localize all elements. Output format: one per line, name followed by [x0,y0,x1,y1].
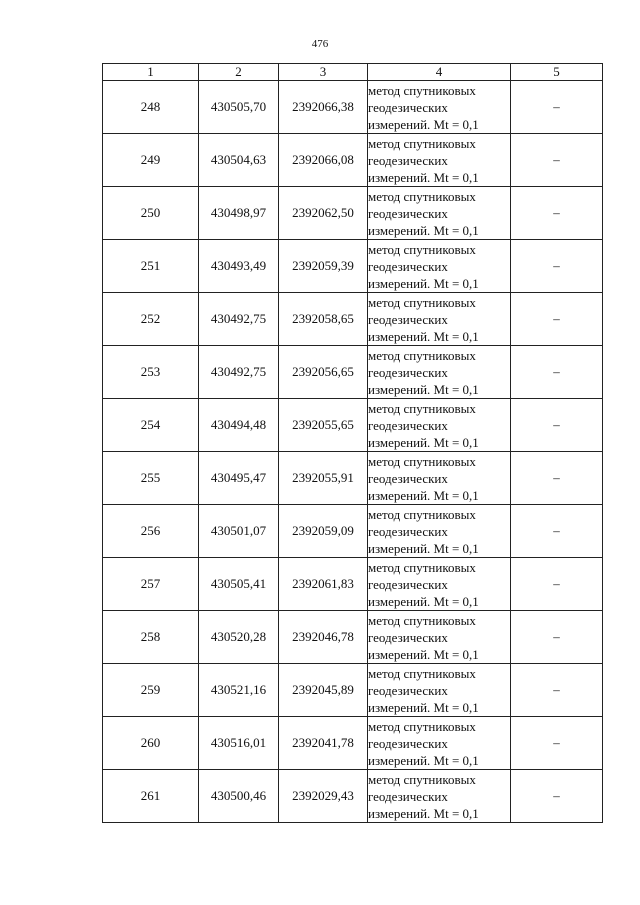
point-number-cell: 261 [103,770,199,823]
x-coordinate-cell: 430505,41 [199,558,279,611]
method-cell [368,717,511,770]
method-line-3: измерений. Mt = 0,1 [368,169,479,185]
column-5-cell: – [511,505,603,558]
method-line-2: геодезических [368,311,448,327]
method-line-3: измерений. Mt = 0,1 [368,540,479,556]
y-coordinate-cell: 2392029,43 [279,770,368,823]
y-coordinate-cell: 2392055,91 [279,452,368,505]
table-row [103,611,603,664]
method-line-3: измерений. Mt = 0,1 [368,487,479,503]
x-coordinate-cell: 430493,49 [199,240,279,293]
x-coordinate-cell: 430500,46 [199,770,279,823]
method-line-2: геодезических [368,735,448,751]
method-line-1: метод спутниковых [368,188,476,204]
table-row [103,717,603,770]
point-number-cell: 257 [103,558,199,611]
method-line-1: метод спутниковых [368,612,476,628]
column-5-cell: – [511,134,603,187]
column-5-cell: – [511,240,603,293]
method-line-2: геодезических [368,99,448,115]
x-coordinate-cell: 430520,28 [199,611,279,664]
table-row [103,187,603,240]
column-5-cell: – [511,717,603,770]
method-line-2: геодезических [368,682,448,698]
column-header-3: 3 [279,64,368,81]
column-5-cell: – [511,399,603,452]
method-line-3: измерений. Mt = 0,1 [368,222,479,238]
method-line-3: измерений. Mt = 0,1 [368,381,479,397]
y-coordinate-cell: 2392059,09 [279,505,368,558]
y-coordinate-cell: 2392055,65 [279,399,368,452]
method-line-3: измерений. Mt = 0,1 [368,434,479,450]
column-5-cell: – [511,664,603,717]
point-number-cell: 259 [103,664,199,717]
method-line-2: геодезических [368,788,448,804]
method-line-1: метод спутниковых [368,135,476,151]
point-number-cell: 248 [103,81,199,134]
method-line-1: метод спутниковых [368,665,476,681]
method-cell [368,187,511,240]
point-number-cell: 250 [103,187,199,240]
method-cell [368,346,511,399]
method-line-3: измерений. Mt = 0,1 [368,699,479,715]
method-line-2: геодезических [368,152,448,168]
point-number-cell: 253 [103,346,199,399]
column-5-cell: – [511,187,603,240]
point-number-cell: 252 [103,293,199,346]
table-row [103,399,603,452]
method-line-1: метод спутниковых [368,453,476,469]
column-header-4: 4 [368,64,511,81]
column-5-cell: – [511,611,603,664]
method-line-1: метод спутниковых [368,294,476,310]
y-coordinate-cell: 2392056,65 [279,346,368,399]
point-number-cell: 260 [103,717,199,770]
x-coordinate-cell: 430521,16 [199,664,279,717]
table-row [103,505,603,558]
page-number: 476 [311,38,329,50]
method-line-2: геодезических [368,258,448,274]
point-number-cell: 254 [103,399,199,452]
method-cell [368,452,511,505]
x-coordinate-cell: 430494,48 [199,399,279,452]
coordinates-table [102,63,603,823]
point-number-cell: 258 [103,611,199,664]
table-row [103,81,603,134]
point-number-cell: 256 [103,505,199,558]
x-coordinate-cell: 430498,97 [199,187,279,240]
x-coordinate-cell: 430495,47 [199,452,279,505]
method-cell [368,399,511,452]
y-coordinate-cell: 2392059,39 [279,240,368,293]
method-line-2: геодезических [368,576,448,592]
point-number-cell: 251 [103,240,199,293]
y-coordinate-cell: 2392045,89 [279,664,368,717]
column-5-cell: – [511,346,603,399]
method-line-1: метод спутниковых [368,718,476,734]
method-cell [368,505,511,558]
y-coordinate-cell: 2392062,50 [279,187,368,240]
column-5-cell: – [511,558,603,611]
method-cell [368,240,511,293]
method-cell [368,611,511,664]
column-header-1: 1 [103,64,199,81]
table-row [103,293,603,346]
method-line-3: измерений. Mt = 0,1 [368,593,479,609]
x-coordinate-cell: 430504,63 [199,134,279,187]
method-line-2: геодезических [368,629,448,645]
method-cell [368,134,511,187]
table-row [103,770,603,823]
y-coordinate-cell: 2392066,38 [279,81,368,134]
method-cell [368,664,511,717]
x-coordinate-cell: 430516,01 [199,717,279,770]
method-line-2: геодезических [368,205,448,221]
method-line-3: измерений. Mt = 0,1 [368,275,479,291]
table-row [103,134,603,187]
x-coordinate-cell: 430501,07 [199,505,279,558]
column-5-cell: – [511,770,603,823]
x-coordinate-cell: 430492,75 [199,346,279,399]
method-line-2: геодезических [368,364,448,380]
y-coordinate-cell: 2392046,78 [279,611,368,664]
method-line-1: метод спутниковых [368,241,476,257]
method-cell [368,558,511,611]
method-line-1: метод спутниковых [368,506,476,522]
method-line-2: геодезических [368,523,448,539]
x-coordinate-cell: 430492,75 [199,293,279,346]
column-header-5: 5 [511,64,603,81]
table-row [103,452,603,505]
y-coordinate-cell: 2392066,08 [279,134,368,187]
column-header-2: 2 [199,64,279,81]
method-line-3: измерений. Mt = 0,1 [368,805,479,821]
point-number-cell: 249 [103,134,199,187]
method-cell [368,293,511,346]
table-header-row [103,64,603,81]
column-5-cell: – [511,81,603,134]
method-line-3: измерений. Mt = 0,1 [368,752,479,768]
table-row [103,664,603,717]
method-cell [368,770,511,823]
method-line-1: метод спутниковых [368,347,476,363]
method-line-3: измерений. Mt = 0,1 [368,646,479,662]
point-number-cell: 255 [103,452,199,505]
method-line-1: метод спутниковых [368,82,476,98]
column-5-cell: – [511,452,603,505]
table-row [103,346,603,399]
method-line-1: метод спутниковых [368,400,476,416]
method-line-1: метод спутниковых [368,771,476,787]
method-line-3: измерений. Mt = 0,1 [368,328,479,344]
column-5-cell: – [511,293,603,346]
y-coordinate-cell: 2392041,78 [279,717,368,770]
table-row [103,240,603,293]
y-coordinate-cell: 2392061,83 [279,558,368,611]
method-line-2: геодезических [368,417,448,433]
method-cell [368,81,511,134]
method-line-3: измерений. Mt = 0,1 [368,116,479,132]
x-coordinate-cell: 430505,70 [199,81,279,134]
table-row [103,558,603,611]
method-line-2: геодезических [368,470,448,486]
y-coordinate-cell: 2392058,65 [279,293,368,346]
method-line-1: метод спутниковых [368,559,476,575]
table-body [103,81,603,823]
